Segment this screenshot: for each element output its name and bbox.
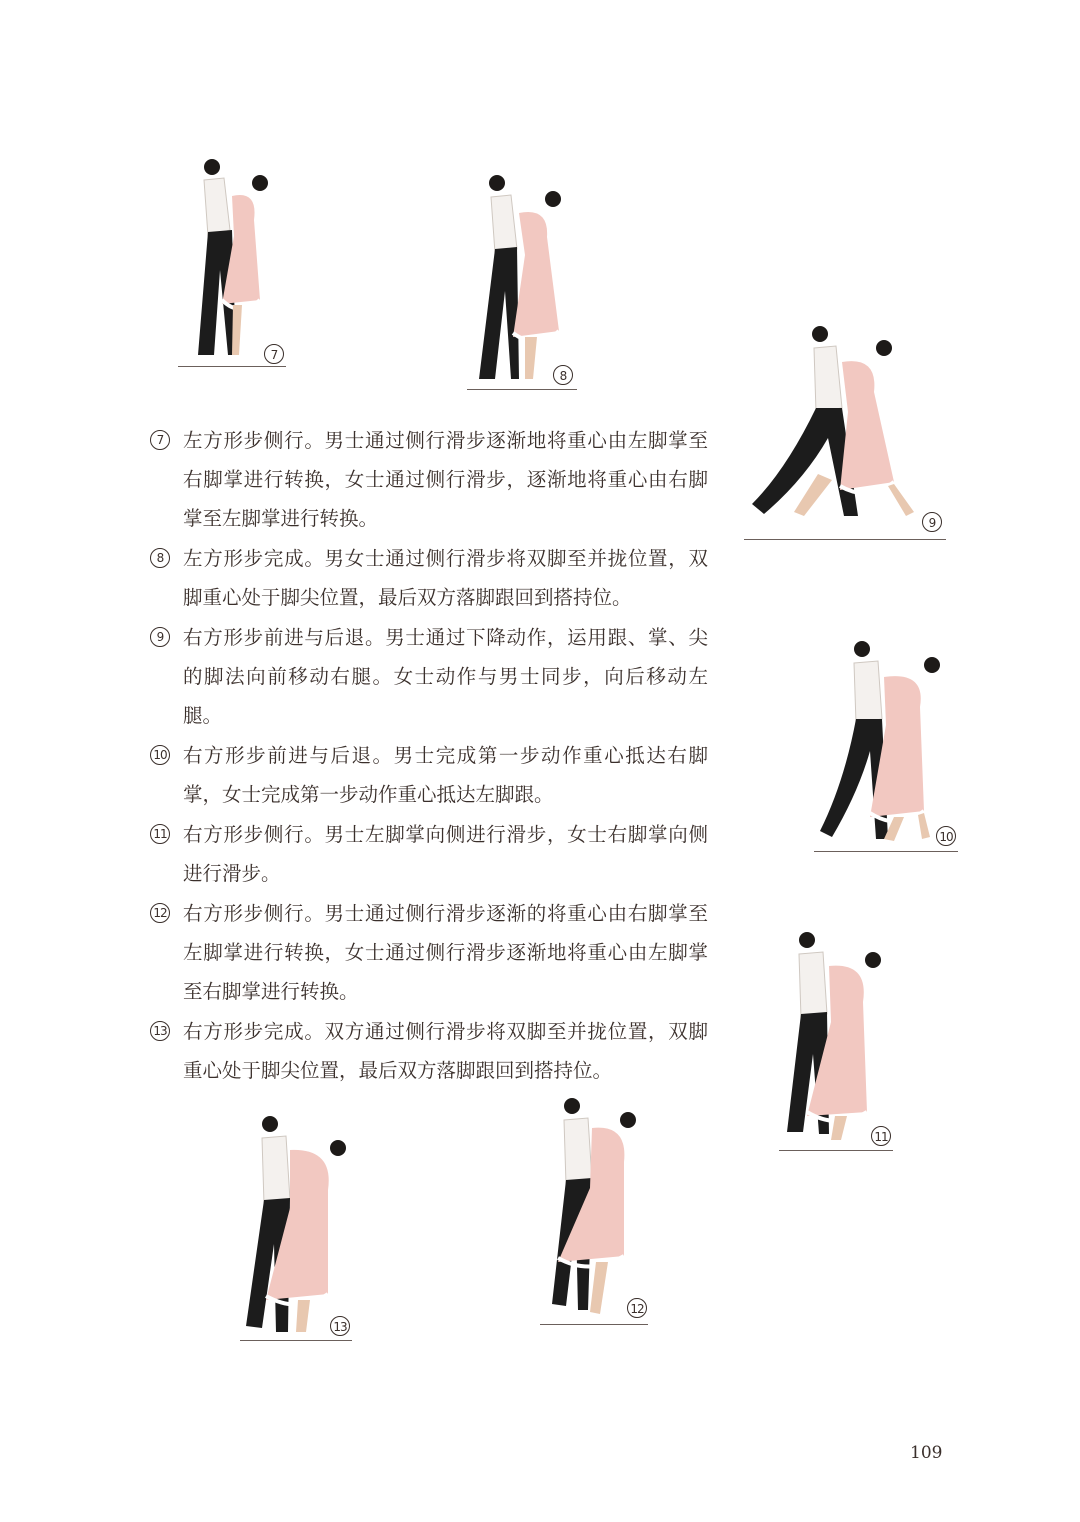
step-text: 左方形步完成。男女士通过侧行滑步将双脚至并拢位置，双脚重心处于脚尖位置，最后双方落脚跟回到搭持位。 <box>183 547 708 609</box>
figure-11 <box>779 926 895 1154</box>
figure-9 <box>744 320 948 542</box>
step-number: 9 <box>150 627 170 647</box>
figure-number: 9 <box>922 512 942 532</box>
step-text: 右方形步前进与后退。男士完成第一步动作重心抵达右脚掌，女士完成第一步动作重心抵达左脚跟。 <box>183 744 708 806</box>
figure-number: 8 <box>553 365 573 385</box>
figure-rule <box>178 366 286 367</box>
step-item <box>148 539 708 617</box>
figure-10 <box>814 633 958 855</box>
step-item <box>148 1012 708 1090</box>
step-text: 右方形步侧行。男士左脚掌向侧进行滑步，女士右脚掌向侧进行滑步。 <box>183 823 708 885</box>
step-text: 右方形步侧行。男士通过侧行滑步逐渐的将重心由右脚掌至左脚掌进行转换，女士通过侧行滑步逐渐地将重心由左脚掌至右脚掌进行转换。 <box>183 902 708 1003</box>
step-number: 8 <box>150 548 170 568</box>
step-item <box>148 736 708 814</box>
figure-number: 13 <box>330 1316 350 1336</box>
step-item <box>148 815 708 893</box>
figure-number: 11 <box>871 1126 891 1146</box>
figure-12 <box>540 1092 650 1328</box>
figure-13 <box>240 1110 354 1344</box>
step-text: 左方形步侧行。男士通过侧行滑步逐渐地将重心由左脚掌至右脚掌进行转换，女士通过侧行滑步，逐渐地将重心由右脚掌至左脚掌进行转换。 <box>183 429 708 530</box>
step-number: 11 <box>150 824 170 844</box>
figure-number: 12 <box>627 1298 647 1318</box>
figure-number: 7 <box>264 344 284 364</box>
figure-rule <box>779 1150 893 1151</box>
figure-rule <box>814 851 958 852</box>
figure-rule <box>467 389 577 390</box>
figure-rule <box>744 539 946 540</box>
figure-7 <box>178 150 288 370</box>
dancing-couple-illustration <box>467 165 579 393</box>
figure-rule <box>240 1340 352 1341</box>
dancing-couple-illustration <box>779 926 895 1154</box>
dancing-couple-illustration <box>540 1092 650 1328</box>
step-number: 12 <box>150 903 170 923</box>
step-list <box>148 421 708 1090</box>
step-item <box>148 421 708 538</box>
dancing-couple-illustration <box>744 320 948 542</box>
step-number: 7 <box>150 430 170 450</box>
step-text: 右方形步前进与后退。男士通过下降动作，运用跟、掌、尖的脚法向前移动右腿。女士动作与男士同步，向后移动左腿。 <box>183 626 708 727</box>
figure-rule <box>540 1324 648 1325</box>
step-text: 右方形步完成。双方通过侧行滑步将双脚至并拢位置，双脚重心处于脚尖位置，最后双方落脚跟回到搭持位。 <box>183 1020 708 1082</box>
step-item <box>148 894 708 1011</box>
figure-8 <box>467 165 579 393</box>
step-item <box>148 618 708 735</box>
dancing-couple-illustration <box>814 633 958 855</box>
step-number: 10 <box>150 745 170 765</box>
step-number: 13 <box>150 1021 170 1041</box>
figure-number: 10 <box>936 826 956 846</box>
page-number: 109 <box>910 1443 943 1463</box>
dancing-couple-illustration <box>178 150 288 370</box>
dancing-couple-illustration <box>240 1110 354 1344</box>
